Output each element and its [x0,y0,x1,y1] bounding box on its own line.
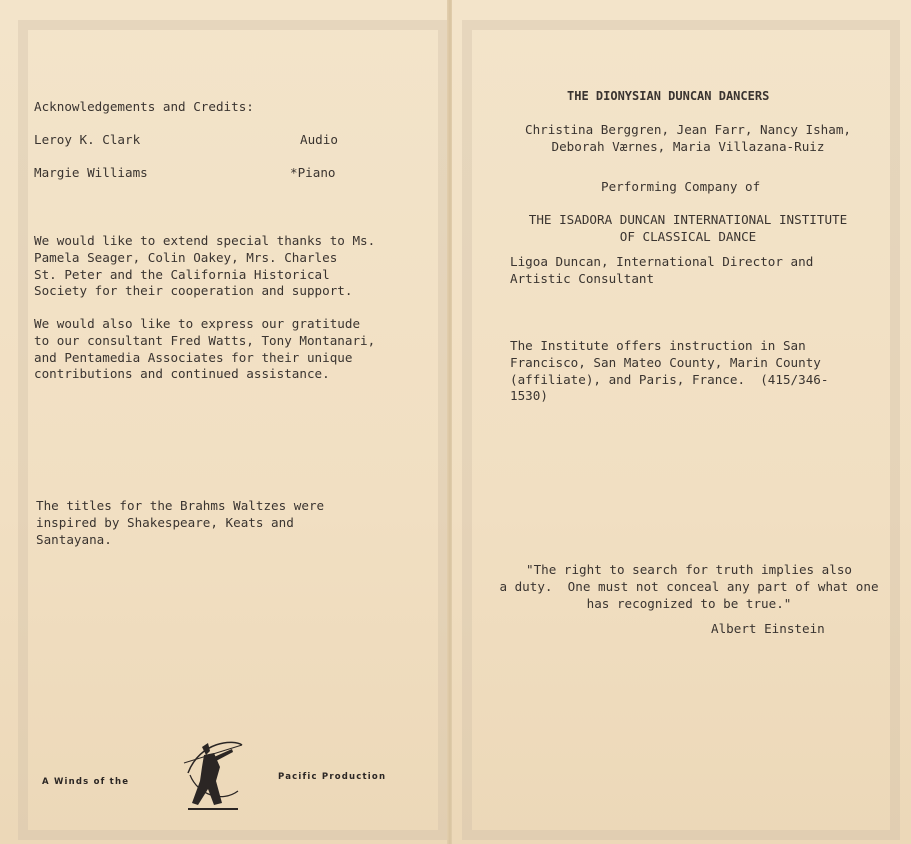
gratitude-paragraph: We would also like to express our gratitude to our consultant Fred Watts, Tony Montanari, and Pentamedia Associates for their unique contributions and continued assistance. [34,316,376,382]
credit-name: Leroy K. Clark [34,132,141,147]
footer-right-text: Pacific Production [278,772,387,782]
credit-role: Audio [300,132,338,147]
institute-name: THE ISADORA DUNCAN INTERNATIONAL INSTITUTE OF CLASSICAL DANCE [528,212,848,244]
director-line: Ligoa Duncan, International Director and Artistic Consultant [510,254,814,286]
einstein-quote: "The right to search for truth implies also a duty. One must not conceal any part of what one has recognized to be true." [499,562,879,611]
dancers-list: Christina Berggren, Jean Farr, Nancy Isham, Deborah Værnes, Maria Villazana-Ruiz [524,122,852,154]
company-title: THE DIONYSIAN DUNCAN DANCERS [567,89,770,103]
acknowledgements-heading: Acknowledgements and Credits: [34,99,254,114]
credit-role: *Piano [290,165,336,180]
credit-name: Margie Williams [34,165,148,180]
quote-author: Albert Einstein [711,621,825,636]
thanks-paragraph: We would like to extend special thanks to Ms. Pamela Seager, Colin Oakey, Mrs. Charles St. Peter and the California Historical Society for their cooperation and support. [34,233,376,299]
left-page [0,0,449,844]
footer-left-text: A Winds of the [42,777,130,787]
performing-company-label: Performing Company of [601,179,761,194]
archer-logo-icon [178,733,248,813]
titles-note: The titles for the Brahms Waltzes were inspired by Shakespeare, Keats and Santayana. [36,498,325,547]
institute-info: The Institute offers instruction in San Francisco, San Mateo County, Marin County (affiliate), and Paris, France. (415/346- 1530) [510,338,829,404]
